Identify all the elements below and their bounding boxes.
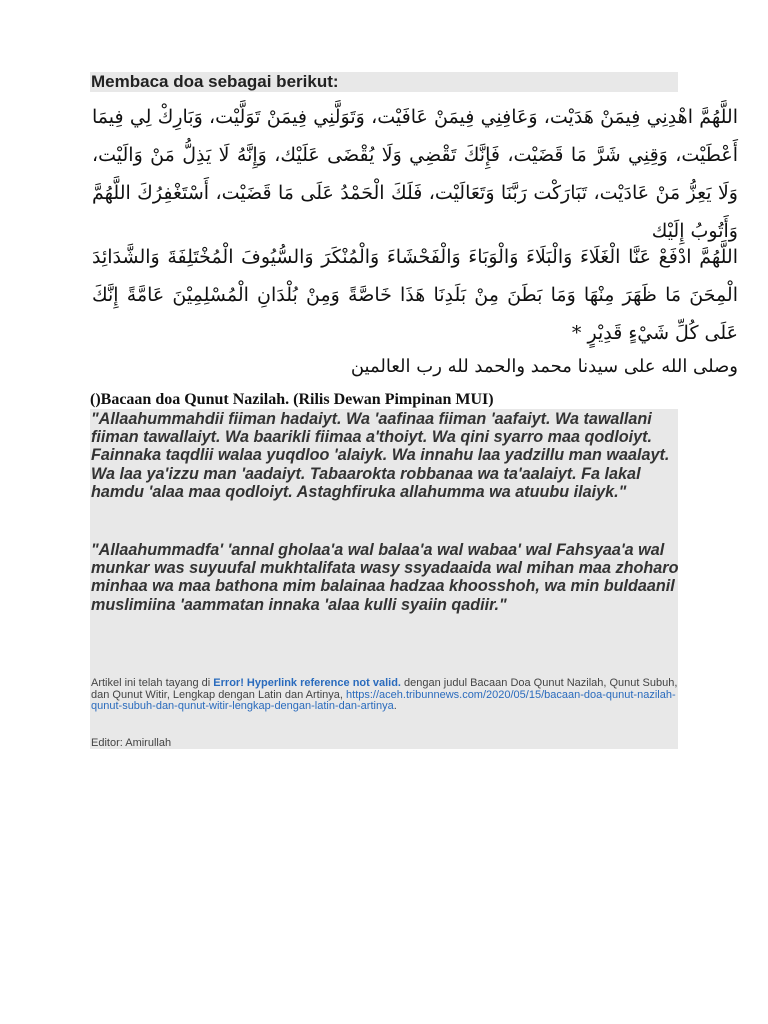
article-url-link[interactable]: https://aceh.tribunnews.com/2020/05/15/bacaan-doa-qunut-nazilah-qunut-subuh-dan-qunut-witir-lengkap-dengan-latin-dan-artinya — [91, 688, 676, 712]
image-caption: ()Bacaan doa Qunut Nazilah. (Rilis Dewan Pimpinan MUI) — [90, 391, 494, 408]
article-note-suffix: . — [393, 700, 397, 712]
latin-transliteration-paragraph-1: "Allaahummahdii fiiman hadaiyt. Wa 'aafinaa fiiman 'aafaiyt. Wa tawallani fiiman tawallaiyt. Wa baarikli fiimaa a'thoiyt. Wa qini syarro maa qodloiyt. Fainnaka taqdlii walaa yuqdloo 'alaiyk. Wa innahu laa yadzillu man waalayt. Wa laa ya'izzu man 'aadaiyt. Tabaarokta robbanaa wa ta'aalaiyt. Fa lakal hamdu 'alaa maa qodloiyt. Astaghfiruka allahumma wa atuubu ilaiyk." — [91, 410, 670, 501]
editor-credit: Editor: Amirullah — [91, 737, 172, 749]
article-note-prefix: Artikel ini telah tayang di — [91, 677, 214, 689]
latin-transliteration-paragraph-2: "Allaahummadfa' 'annal gholaa'a wal balaa'a wal wabaa' wal Fahsyaa'a wal munkar was suyuufal mukhtalifata wasy ssyadaaida wal mihan maa zhoharo minhaa wa maa bathona mim balainaa hadzaa khoosshoh, wa min buldaanil muslimiina 'aammatan innaka 'alaa kulli syaiin qadiir." — [91, 541, 679, 614]
arabic-prayer-paragraph-1: اللَّهُمَّ اهْدِنِي فِيمَنْ هَدَيْت، وَعَافِنِي فِيمَنْ عَافَيْت، وَتَوَلَّنِي فِيمَنْ تَوَلَّيْت، وَبَارِكْ لِي فِيمَا أَعْطَيْت، وَقِنِي شَرَّ مَا قَضَيْت، فَإِنَّكَ تَقْضِي وَلَا يُقْضَى عَلَيْك، وَإِنَّهُ لَا يَذِلُّ مَنْ وَالَيْت، وَلَا يَعِزُّ مَنْ عَادَيْت، تَبَارَكْت رَبَّنَا وَتَعَالَيْت، فَلَكَ الْحَمْدُ عَلَى مَا قَضَيْت، أَسْتَغْفِرُكَ اللَّهُمَّ وَأَتُوبُ إِلَيْك — [92, 106, 738, 242]
arabic-prayer-paragraph-2: اللَّهُمَّ ادْفَعْ عَنَّا الْغَلَاءَ وَالْبَلَاءَ وَالْوَبَاءَ وَالْفَحْشَاءَ وَالْمُنْكَرَ وَالسُّيُوفَ الْمُخْتَلِفَةَ وَالشَّدَائِدَ الْمِحَنَ مَا ظَهَرَ مِنْهَا وَمَا بَطَنَ مِنْ بَلَدِنَا هَذَا خَاصَّةً وَمِنْ بُلْدَانِ الْمُسْلِمِيْنَ عَامَّةً إِنَّكَ عَلَى كُلِّ شَيْءٍ قَدِيْرٍ * — [92, 246, 738, 344]
article-source-note — [91, 678, 679, 713]
broken-hyperlink[interactable]: Error! Hyperlink reference not valid. — [213, 677, 401, 689]
arabic-closing-line: وصلى الله على سيدنا محمد والحمد لله رب العالمين — [350, 356, 738, 377]
article-note-middle: dengan judul Bacaan Doa Qunut Nazilah, Qunut Subuh, dan Qunut Witir, Lengkap dengan Latin dan Artinya, — [91, 677, 678, 701]
section-heading: Membaca doa sebagai berikut: — [90, 72, 678, 92]
